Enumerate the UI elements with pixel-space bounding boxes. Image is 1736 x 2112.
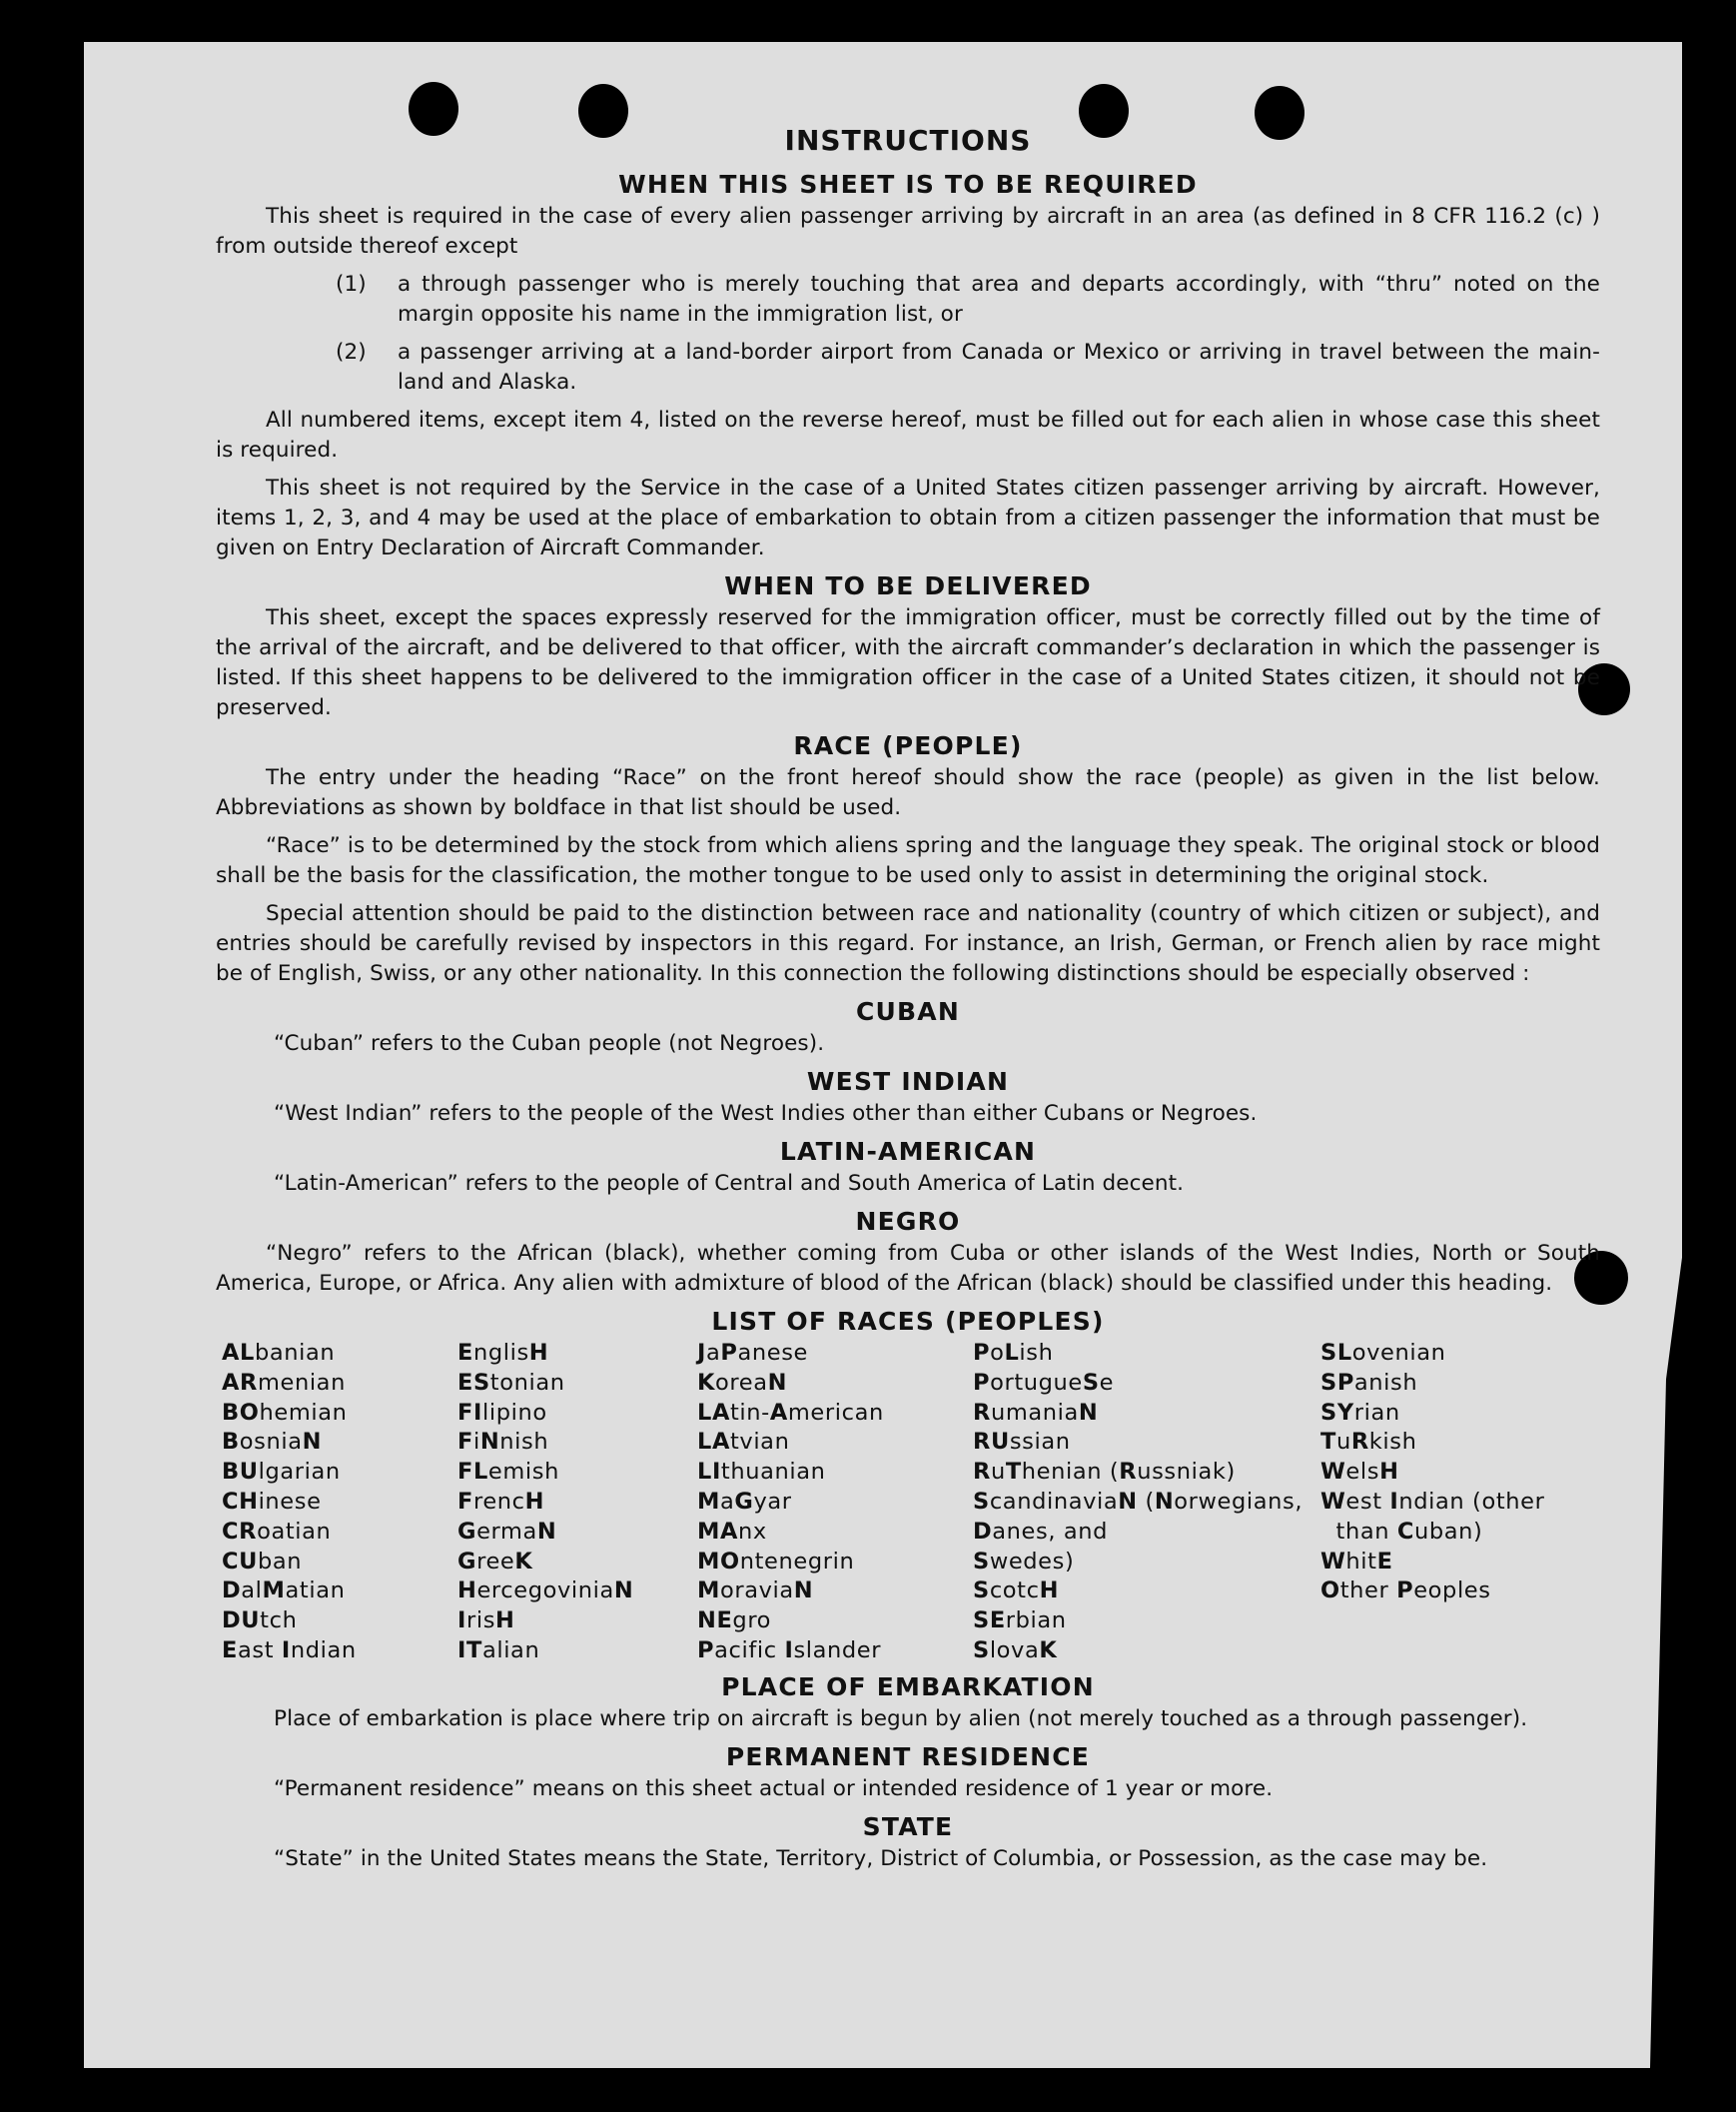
paragraph: Special attention should be paid to the distinction between race and nationality (country of which citizen or subject), and entries should be carefully revised by inspectors in this regard. For instance, an Irish, German, or French alien by race might be of English, Swiss, or any other nationality. In this connection the following distinctions should be especially observed : [216,901,1600,986]
section-heading-west-indian: WEST INDIAN [806,1067,1010,1096]
section-heading-race: RACE (PEOPLE) [793,731,1023,760]
race-entry: SPanish [1320,1369,1418,1396]
race-entry: TuRkish [1320,1429,1417,1456]
race-entry: SErbian [973,1607,1067,1634]
paragraph: “Cuban” refers to the Cuban people (not Negroes). [274,1031,825,1056]
paragraph: This sheet is not required by the Service in the case of a United States citizen passenger arriving by aircraft. However, items 1, 2, 3, and 4 may be used at the place of embarkation to obtain from a citizen passenger the information that must be given on Entry Declaration of Aircraft Commander. [216,476,1600,560]
item-number: (1) [336,272,367,297]
race-entry: WhitE [1320,1548,1393,1575]
race-entry: Swedes) [973,1548,1075,1575]
race-column [222,1339,457,1666]
item-text: a through passenger who is merely touching that area and departs accordingly, with “thru” noted on the margin opposite his name in the immigration list, or [398,272,1600,327]
race-entry: East Indian [222,1636,357,1663]
race-column [1320,1339,1580,1666]
race-entry: Pacific Islander [697,1636,882,1663]
paragraph: Place of embarkation is place where trip on aircraft is begun by alien (not merely touched as a through passenger). [274,1705,1528,1731]
item-number: (2) [336,340,367,365]
race-entry: JaPanese [697,1340,808,1366]
paragraph: “Latin-American” refers to the people of Central and South America of Latin decent. [274,1171,1185,1196]
race-entry: BOhemian [222,1399,348,1426]
section-heading-latin-american: LATIN-AMERICAN [779,1137,1037,1166]
paragraph: “State” in the United States means the State, Territory, District of Columbia, or Possession, as the case may be. [274,1845,1488,1871]
section-heading-state: STATE [862,1811,954,1841]
section-heading-cuban: CUBAN [856,997,960,1026]
race-entry: IrisH [457,1607,515,1634]
list-item [216,270,1600,330]
race-entry: LIthuanian [697,1459,826,1486]
race-entry: West Indian (other [1320,1488,1545,1515]
paragraph: “Race” is to be determined by the stock from which aliens spring and the language they speak. The original stock or blood shall be the basis for the classification, the mother tongue to be used only to assist in determining the original stock. [216,833,1600,888]
race-entry: WelsH [1320,1459,1399,1486]
paragraph: The entry under the heading “Race” on the front hereof should show the race (people) as given in the list below. Abbreviations as shown by boldface in that list should be used. [216,765,1600,820]
race-entry: Other Peoples [1320,1578,1491,1604]
race-entry: CUban [222,1548,303,1575]
race-entry: DUtch [222,1607,298,1634]
race-entry: than Cuban) [1335,1518,1483,1545]
race-entry: RUssian [973,1429,1071,1456]
race-entry: GreeK [457,1548,533,1575]
race-entry: SYrian [1320,1399,1400,1426]
race-column [697,1339,973,1666]
instructions-content [216,126,1600,1882]
section-heading-list-of-races: LIST OF RACES (PEOPLES) [711,1307,1105,1336]
race-entry: EnglisH [457,1340,549,1366]
race-entry: FrencH [457,1488,545,1515]
list-item [216,338,1600,398]
race-entry: BUlgarian [222,1459,341,1486]
race-entry: DalMatian [222,1578,346,1604]
section-heading-negro: NEGRO [855,1207,961,1236]
race-entry: ALbanian [222,1340,336,1366]
race-entry: HercegoviniaN [457,1578,634,1604]
race-entry: NEgro [697,1607,772,1634]
race-entry: SlovaK [973,1636,1058,1663]
race-entry: RuThenian (Russniak) [973,1459,1236,1486]
paragraph: “Permanent residence” means on this sheet actual or intended residence of 1 year or more. [274,1775,1274,1801]
paragraph: All numbered items, except item 4, listed on the reverse hereof, must be filled out for each alien in whose case this sheet is required. [216,408,1600,463]
section-heading-residence: PERMANENT RESIDENCE [725,1741,1091,1771]
section-heading-when-delivered: WHEN TO BE DELIVERED [724,571,1092,600]
paragraph: “Negro” refers to the African (black), whether coming from Cuba or other islands of the West Indies, North or South America, Europe, or Africa. Any alien with admixture of blood of the African (black) should be classified under this heading. [216,1241,1600,1296]
section-heading-when-required: WHEN THIS SHEET IS TO BE REQUIRED [618,170,1198,199]
paragraph: This sheet is required in the case of every alien passenger arriving by aircraft in an area (as defined in 8 CFR 116.2 (c) ) from outside thereof except [216,204,1600,259]
paragraph: “West Indian” refers to the people of the West Indies other than either Cubans or Negroes. [274,1101,1258,1126]
race-entry: MAnx [697,1518,767,1545]
page-title: INSTRUCTIONS [784,124,1032,157]
race-entry: Danes, and [973,1518,1109,1545]
paragraph: This sheet, except the spaces expressly reserved for the immigration officer, must be correctly filled out by the time of the arrival of the aircraft, and be delivered to that officer, with the aircraft commander’s declaration in which the passenger is listed. If this sheet happens to be delivered to the immigration officer in the case of a United States citizen, it should not be preserved. [216,605,1600,720]
race-entry: FIlipino [457,1399,547,1426]
race-entry: ARmenian [222,1369,346,1396]
race-entry: GermaN [457,1518,557,1545]
race-entry: MoraviaN [697,1578,814,1604]
race-entry: ITalian [457,1636,540,1663]
race-entry: FLemish [457,1459,559,1486]
race-column [457,1339,697,1666]
race-entry: PortugueSe [973,1369,1115,1396]
race-entry: EStonian [457,1369,565,1396]
race-entry: FiNnish [457,1429,549,1456]
race-entry: RumaniaN [973,1399,1099,1426]
race-entry: CHinese [222,1488,322,1515]
race-entry: LAtin-American [697,1399,884,1426]
race-column [973,1339,1320,1666]
race-entry: CRoatian [222,1518,332,1545]
race-entry: SLovenian [1320,1340,1446,1366]
section-heading-embarkation: PLACE OF EMBARKATION [721,1671,1095,1701]
item-text: a passenger arriving at a land-border airport from Canada or Mexico or arriving in travel between the main-land and Alaska. [398,340,1600,395]
race-entry: PoLish [973,1340,1054,1366]
race-entry: BosniaN [222,1429,323,1456]
race-entry: MOntenegrin [697,1548,855,1575]
race-entry: ScandinaviaN (Norwegians, [973,1488,1303,1515]
race-entry: LAtvian [697,1429,790,1456]
race-entry: ScotcH [973,1578,1060,1604]
race-entry: KoreaN [697,1369,788,1396]
race-entry: MaGyar [697,1488,792,1515]
race-list [222,1339,1600,1666]
